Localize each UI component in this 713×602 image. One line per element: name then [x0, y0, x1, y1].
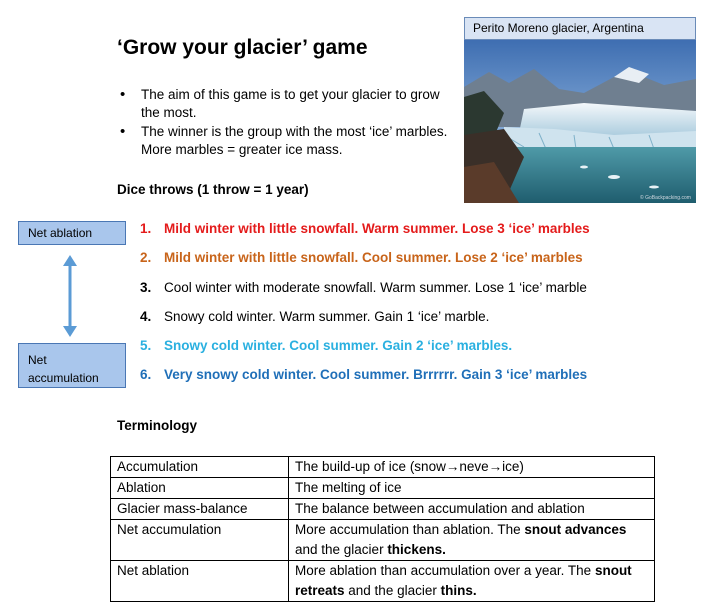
term-cell: Accumulation: [111, 457, 289, 478]
dice-heading: Dice throws (1 throw = 1 year): [117, 182, 309, 197]
table-row: [111, 561, 655, 602]
dice-text: Mild winter with little snowfall. Cool summer. Lose 2 ‘ice’ marbles: [164, 250, 583, 266]
dice-throw-list: [140, 221, 590, 397]
dice-item-2: [140, 250, 590, 279]
dice-number: 2.: [140, 250, 152, 266]
photo-caption: Perito Moreno glacier, Argentina: [464, 17, 696, 40]
terminology-heading: Terminology: [117, 418, 198, 433]
glacier-photo: [464, 17, 696, 203]
dice-number: 3.: [140, 279, 152, 295]
term-cell: Glacier mass-balance: [111, 499, 289, 520]
page-title: ‘Grow your glacier’ game: [117, 36, 368, 59]
definition-cell: The balance between accumulation and ablation: [289, 499, 655, 520]
dice-text: Snowy cold winter. Warm summer. Gain 1 ‘ice’ marble.: [164, 308, 490, 324]
dice-text: Snowy cold winter. Cool summer. Gain 2 ‘ice’ marbles.: [164, 338, 513, 354]
term-cell: Ablation: [111, 478, 289, 499]
dice-text: Mild winter with little snowfall. Warm summer. Lose 3 ‘ice’ marbles: [164, 221, 590, 236]
aim-bullet-list: [117, 86, 457, 160]
bullet-item-winner: • The winner is the group with the most ‘ice’ marbles. More marbles = greater ice mass.: [117, 123, 457, 159]
net-ablation-box: Net ablation: [18, 221, 126, 245]
dice-item-4: [140, 309, 590, 338]
table-row: [111, 457, 655, 478]
double-arrow-icon: [60, 254, 80, 338]
dice-number: 1.: [140, 221, 152, 236]
net-accumulation-box: [18, 343, 126, 388]
term-cell: Net accumulation: [111, 520, 289, 561]
dice-item-1: [140, 221, 590, 250]
net-accumulation-label-line2: accumulation: [28, 371, 99, 385]
dice-number: 5.: [140, 338, 152, 354]
definition-cell: The build-up of ice (snow→neve→ice): [289, 457, 655, 478]
dice-text: Very snowy cold winter. Cool summer. Brrrrrr. Gain 3 ‘ice’ marbles: [164, 367, 588, 383]
terminology-table: [110, 456, 655, 602]
photo-watermark: © GoBackpacking.com: [640, 195, 691, 201]
table-row: [111, 499, 655, 520]
dice-number: 4.: [140, 308, 152, 324]
table-row: [111, 478, 655, 499]
net-accumulation-label-line1: Net: [28, 353, 47, 367]
definition-cell: More ablation than accumulation over a year. The snout retreats and the glacier thins.: [289, 561, 655, 602]
table-row: [111, 520, 655, 561]
term-cell: Net ablation: [111, 561, 289, 602]
dice-text: Cool winter with moderate snowfall. Warm summer. Lose 1 ‘ice’ marble: [164, 279, 587, 295]
definition-cell: More accumulation than ablation. The snout advances and the glacier thickens.: [289, 520, 655, 561]
dice-number: 6.: [140, 367, 152, 383]
dice-item-6: [140, 367, 590, 396]
bullet-item-aim: • The aim of this game is to get your glacier to grow the most.: [117, 86, 457, 122]
dice-item-3: [140, 280, 590, 309]
definition-cell: The melting of ice: [289, 478, 655, 499]
dice-item-5: [140, 338, 590, 367]
